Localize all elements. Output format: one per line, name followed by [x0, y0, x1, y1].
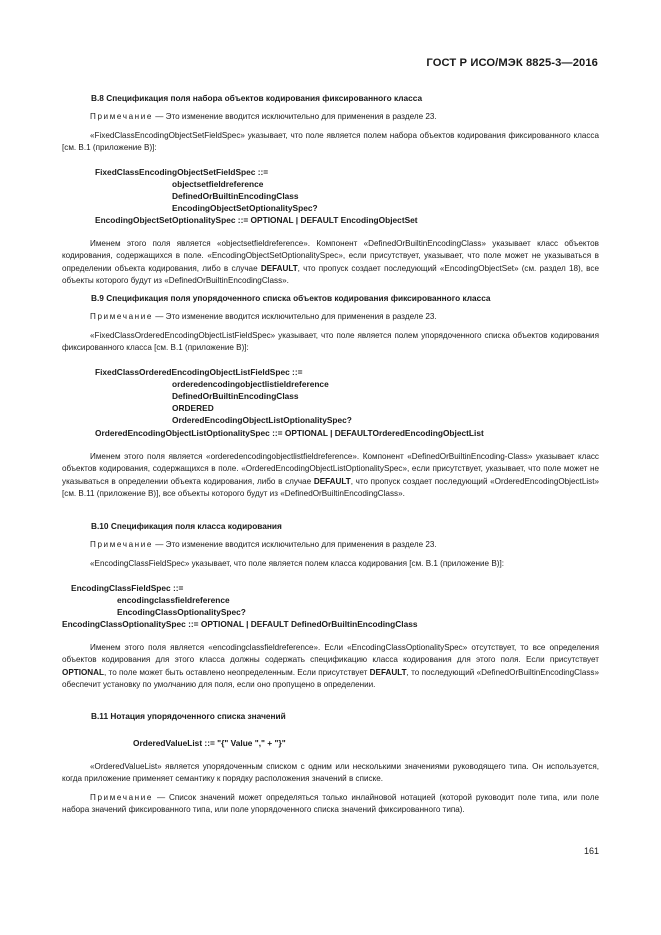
code-line: OrderedValueList ::= "{" Value "," + "}" [133, 738, 286, 748]
code-line: OrderedEncodingObjectListOptionalitySpec? [172, 415, 352, 425]
description-b10 [62, 642, 599, 692]
note-b9 [62, 311, 599, 323]
section-title-b8: В.8 Спецификация поля набора объектов кодирования фиксированного класса [91, 93, 423, 103]
note-b11 [62, 792, 599, 817]
note-b8 [62, 111, 599, 123]
code-line: encodingclassfieldreference [117, 595, 230, 605]
description-b11: «OrderedValueList» является упорядоченным списком с одним или несколькими значениями руководящего типа. Он используется, когда приложение применяет семантику к порядку расположения значений в списке. [62, 762, 599, 784]
code-line: EncodingClassOptionalitySpec? [117, 607, 246, 617]
intro-b10: «EncodingClassFieldSpec» указывает, что поле является полем класса кодирования [см. В.1 (приложение В)]: [90, 559, 504, 568]
note-text: — Это изменение вводится исключительно для применения в разделе 23. [153, 312, 437, 321]
code-line: DefinedOrBuiltinEncodingClass [172, 391, 299, 401]
desc-keyword: DEFAULT [260, 263, 298, 273]
note-b10 [62, 539, 599, 551]
intro-b9: «FixedClassOrderedEncodingObjectListFieldSpec» указывает, что поле является полем упорядоченного списка объектов кодирования фиксированного класса [см. В.1 (приложение В)]: [62, 331, 599, 353]
code-line: EncodingObjectSetOptionalitySpec ::= OPTIONAL | DEFAULT EncodingObjectSet [95, 215, 418, 225]
note-text: — Это изменение вводится исключительно для применения в разделе 23. [153, 112, 437, 121]
code-line: ORDERED [172, 403, 214, 413]
note-text: — Это изменение вводится исключительно для применения в разделе 23. [153, 540, 437, 549]
desc-text: , то поле может быть оставлено неопределенным. Если присутствует [103, 667, 370, 677]
page-number: 161 [583, 846, 599, 856]
desc-text: Именем этого поля является «encodingclassfieldreference». Если «EncodingClassOptionalitySpec» отсутствует, то все определения объектов кодирования для этого класса должны содержать спецификацию класса кодирования для этого поля. Если присутствует [62, 643, 599, 665]
description-b8 [62, 238, 599, 288]
section-title-b10: В.10 Спецификация поля класса кодирования [91, 521, 282, 531]
desc-text: , что пропуск создает последующий «EncodingObjectSet» (см. раздел 18), все объекты которого будут из «DefinedOrBuiltinEncodingClass». [62, 263, 599, 286]
note-label: Примечание [90, 540, 154, 549]
note-label: Примечание [90, 112, 154, 121]
desc-text: Именем этого поля является «objectsetfieldreference». Компонент «DefinedOrBuiltinEncodingClass» указывает класс объектов кодирования, содержащихся в поле. «EncodingObjectSetOptionalitySpec», если присутствует, указывает, что поле может не указываться в определении объекта кодирования, либо в случае [62, 239, 599, 273]
section-title-b11: В.11 Нотация упорядоченного списка значений [91, 711, 286, 721]
code-line: FixedClassEncodingObjectSetFieldSpec ::= [95, 167, 269, 177]
desc-text: , что пропуск создает последующий «OrderedEncodingObjectList» [см. В.11 (приложение В)], все объекты которого будут из «DefinedOrBuiltinEncodingClass». [62, 476, 599, 499]
note-text: — Список значений может определяться только инлайновой нотацией (которой руководит поле типа, или поле набора значений фиксированного типа, или поле упорядоченного списка значений фиксированного типа). [62, 793, 599, 815]
document-header: ГОСТ Р ИСО/МЭК 8825-3—2016 [426, 57, 598, 69]
code-line: OrderedEncodingObjectListOptionalitySpec ::= OPTIONAL | DEFAULTOrderedEncodingObjectList [95, 428, 484, 438]
desc-keyword: OPTIONAL [62, 667, 104, 677]
code-line: orderedencodingobjectlistieldreference [172, 379, 329, 389]
desc-text: , то последующий «DefinedOrBuiltinEncodingClass» обеспечит установку по умолчанию для поля, если оно пропущено в определении. [62, 667, 600, 690]
description-b9 [62, 451, 599, 501]
code-line: FixedClassOrderedEncodingObjectListFieldSpec ::= [95, 367, 303, 377]
desc-keyword: DEFAULT [313, 476, 351, 486]
code-line: DefinedOrBuiltinEncodingClass [172, 191, 299, 201]
desc-text: Именем этого поля является «orderedencodingobjectlistfieldreference». Компонент «DefinedOrBuiltinEncoding-Class» указывает класс объектов кодирования, содержащихся в поле. «OrderedEncodingObjectListOptionalitySpec», если присутствует, указывает, что поле может не указываться в определении объекта кодирования, либо в случае [62, 452, 599, 486]
note-label: Примечание [90, 312, 154, 321]
code-line: objectsetfieldreference [172, 179, 264, 189]
code-line: EncodingClassFieldSpec ::= [71, 583, 184, 593]
desc-keyword: DEFAULT [369, 667, 407, 677]
intro-b8: «FixedClassEncodingObjectSetFieldSpec» указывает, что поле является полем набора объектов кодирования фиксированного класса [см. В.1 (приложение В)]: [62, 131, 599, 153]
code-line: EncodingClassOptionalitySpec ::= OPTIONAL | DEFAULT DefinedOrBuiltinEncodingClass [62, 619, 418, 629]
section-title-b9: В.9 Спецификация поля упорядоченного списка объектов кодирования фиксированного класса [91, 293, 491, 303]
code-line: EncodingObjectSetOptionalitySpec? [172, 203, 318, 213]
note-label: Примечание [90, 793, 154, 802]
